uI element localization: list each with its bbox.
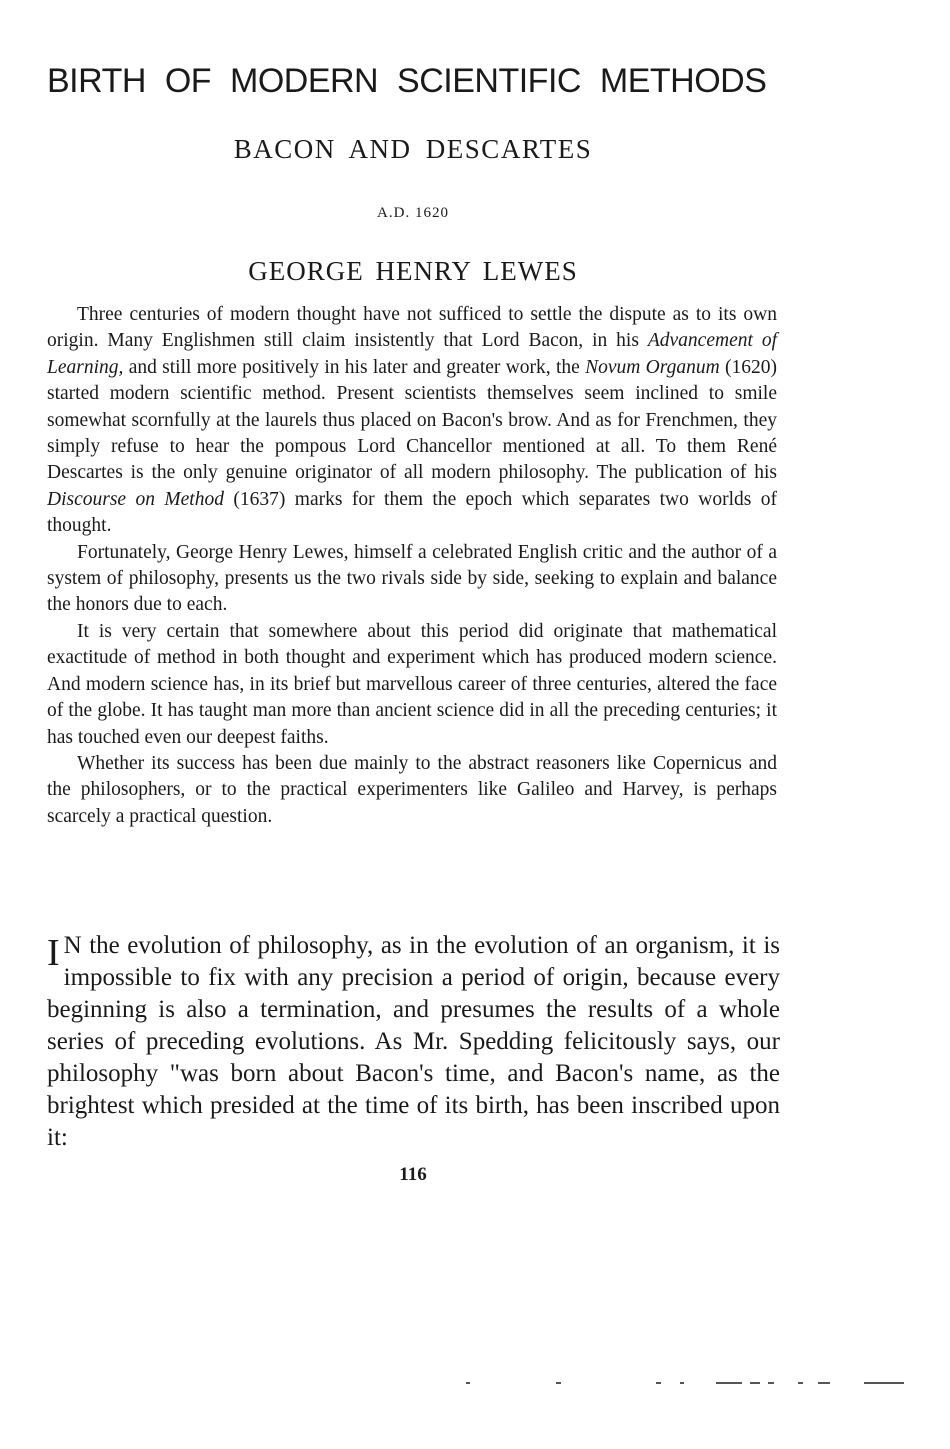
intro-paragraph-2: Fortunately, George Henry Lewes, himself a celebrated English critic and the author of a system of philosophy, presents us the two rivals side by side, seeking to explain and balance the honors due to each. xyxy=(47,541,777,616)
scan-speck xyxy=(750,1382,760,1384)
drop-cap: I xyxy=(47,932,60,974)
scan-speck xyxy=(656,1382,661,1384)
intro-text-segment: (1620) started modern scientific method. Present scientists themselves seem inclined to smile somewhat scornfully at the laurels thus placed on Bacon's brow. And as for Frenchmen, they simply refuse to hear the pompous Lord Chancellor mentioned at all. To them René Descartes is the only genuine originator of all modern philosophy. The publication of his xyxy=(47,356,777,484)
editorial-introduction xyxy=(47,302,777,830)
book-title-advancement-of-learning: Advancement of Learning, xyxy=(47,330,777,378)
chapter-subtitle: BACON AND DESCARTES xyxy=(233,134,593,164)
author-name: GEORGE HENRY LEWES xyxy=(248,256,578,286)
book-title-discourse-on-method: Discourse on Method xyxy=(47,488,224,510)
scan-speck xyxy=(768,1382,774,1384)
main-paragraph-1 xyxy=(47,930,780,1154)
chapter-date: A.D. 1620 xyxy=(377,205,449,221)
intro-text-segment: and still more positively in his later and greater work, the xyxy=(123,356,586,378)
scan-speck xyxy=(798,1382,803,1384)
intro-paragraph-1 xyxy=(47,302,777,540)
main-body-text xyxy=(47,930,780,1154)
scan-speck xyxy=(680,1382,684,1384)
scan-speck xyxy=(556,1382,561,1384)
scan-speck xyxy=(466,1382,470,1384)
scan-speck xyxy=(716,1382,742,1384)
page-number: 116 xyxy=(399,1164,427,1185)
intro-paragraph-3: It is very certain that somewhere about this period did originate that mathematical exactitude of method in both thought and experiment which has produced modern science. And modern science has, in its brief but marvellous career of three centuries, altered the face of the globe. It has taught man more than ancient science did in all the preceding centuries; it has touched even our deepest faiths. xyxy=(47,620,777,748)
intro-text-segment: (1637) marks for them the epoch which separates two worlds of thought. xyxy=(47,488,777,537)
main-paragraph-text: N the evolution of philosophy, as in the evolution of an organism, it is impossible to fix with any precision a period of origin, because every beginning is also a termination, and presumes the results of a whole series of preceding evolutions. As Mr. Spedding felicitously says, our philosophy "was born about Bacon's time, and Bacon's name, as the brightest which presided at the time of its birth, has been inscribed upon it: xyxy=(47,932,780,1151)
scan-speck xyxy=(818,1382,830,1384)
scan-speck xyxy=(864,1382,904,1384)
chapter-title: BIRTH OF MODERN SCIENTIFIC METHODS xyxy=(47,62,767,100)
scan-artifact-marks xyxy=(460,1382,910,1392)
intro-paragraph-4: Whether its success has been due mainly to the abstract reasoners like Copernicus and the philosophers, or to the practical experimenters like Galileo and Harvey, is perhaps scarcely a practical question. xyxy=(47,752,777,827)
intro-text-segment: Three centuries of modern thought have not sufficed to settle the dispute as to its own origin. Many Englishmen still claim insistently that Lord Bacon, in his xyxy=(47,304,777,352)
book-title-novum-organum: Novum Organum xyxy=(585,356,720,378)
